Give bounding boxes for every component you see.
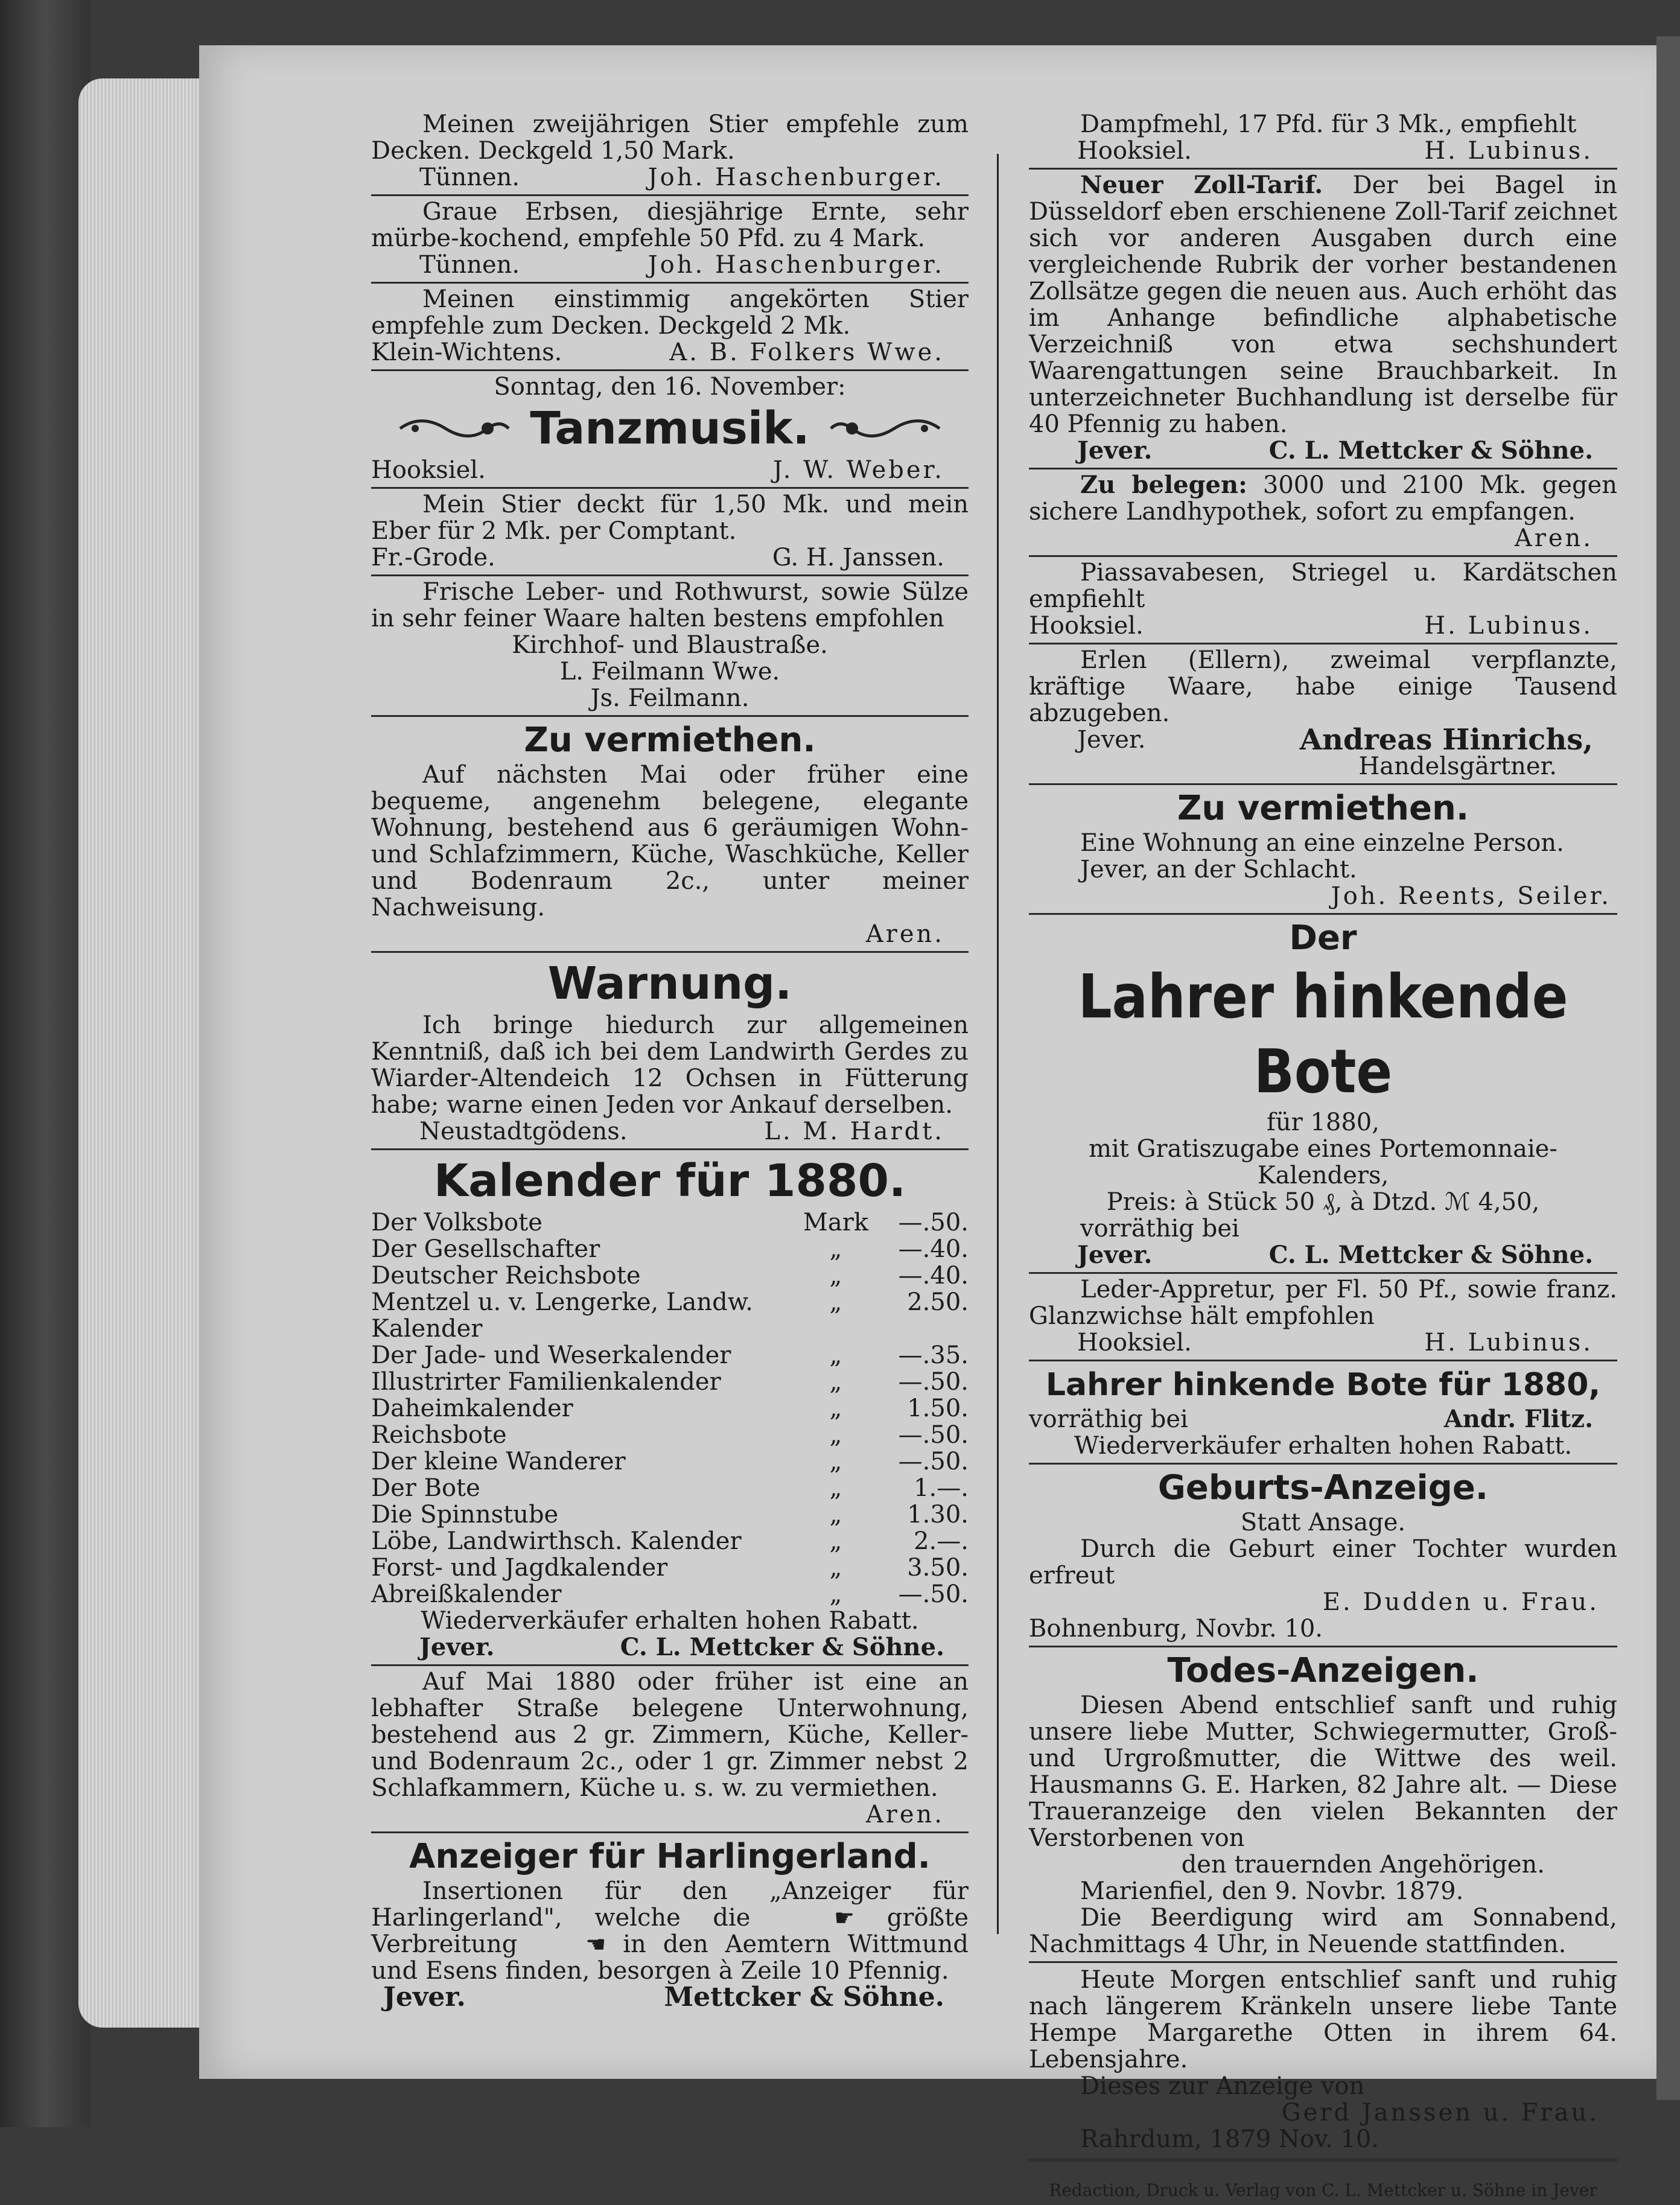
calendar-unit: „	[829, 1341, 842, 1369]
calendar-unit: „	[829, 1288, 842, 1316]
ad-role: Handelsgärtner.	[1358, 752, 1557, 780]
ad-text: 3000 und 2100 Mk. gegen sichere Landhypothek, sofort zu empfangen.	[1029, 471, 1617, 526]
ad-text: Auf nächsten Mai oder früher eine bequeme, angenehm belegene, elegante Wohnung, bestehend aus 6 geräumigen Wohn- und Schlafzimmern, Küche, Waschküche, Keller und Bodenraum 2c., unter meiner Nachweisung.	[371, 761, 969, 921]
ad-text: Frische Leber- und Rothwurst, sowie Sülze in sehr feiner Waare halten bestens empfohlen	[371, 578, 969, 632]
ad-signature: J. W. Weber.	[772, 456, 944, 484]
calendar-unit: „	[829, 1235, 842, 1263]
ad-text: Meinen einstimmig angekörten Stier empfehle zum Decken. Deckgeld 2 Mk.	[371, 285, 969, 340]
left-column	[371, 109, 969, 2055]
ad-eber	[371, 489, 969, 576]
ad-text: Der bei Bagel in Düsseldorf eben erschienene Zoll-Tarif zeichnet sich vor anderen Ausgaben durch eine vergleichende Rubrik der vorher bestandenen Zollsätze gegen die neuen aus. Auch erhöht das im Anhange befindliche alphabetische Verzeichniß von etwa sechshundert Waarengattungen seine Brauchbarkeit. In unterzeichneter Buchhandlung ist derselbe für 40 Pfennig zu haben.	[1029, 171, 1618, 438]
ad-date-1: Marienfiel, den 9. Novbr. 1879.	[1080, 1877, 1464, 1905]
ad-signature: G. H. Janssen.	[772, 544, 944, 571]
ad-sub: Statt Ansage.	[1240, 1509, 1406, 1536]
ad-title: Lahrer hinkende Bote	[1078, 961, 1568, 1107]
ad-place: Hooksiel.	[1077, 1329, 1192, 1357]
calendar-row	[371, 1262, 969, 1289]
ad-signature: C. L. Mettcker & Söhne.	[620, 1633, 944, 1661]
calendar-price: —.50.	[898, 1448, 969, 1475]
calendar-unit: „	[829, 1580, 842, 1608]
ad-title: Kalender für 1880.	[433, 1155, 906, 1207]
ad-text-b: größte Verbreitung	[371, 1904, 969, 1958]
ad-title: Warnung.	[547, 958, 792, 1010]
ad-signature: Andr. Flitz.	[1443, 1405, 1593, 1433]
calendar-row	[371, 1554, 969, 1581]
ad-text-2: Die Beerdigung wird am Sonnabend, Nachmittags 4 Uhr, in Neuende stattfinden.	[1029, 1904, 1617, 1958]
ad-place: Bohnenburg, Novbr. 10.	[1029, 1615, 1323, 1643]
calendar-name: Der kleine Wanderer	[371, 1448, 626, 1475]
ad-line-3: vorräthig bei	[1080, 1215, 1239, 1242]
calendar-row	[371, 1581, 969, 1608]
ad-hinkende-bote-2	[1029, 1361, 1617, 1465]
calendar-price: 3.50.	[907, 1554, 969, 1582]
calendar-unit: „	[829, 1262, 842, 1290]
calendar-price: 1.50.	[907, 1395, 969, 1422]
calendar-price: 2.50.	[907, 1288, 969, 1316]
ad-signature: Aren.	[865, 1801, 944, 1828]
calendar-price: —.50.	[898, 1209, 969, 1236]
ad-title: Zu vermiethen.	[1177, 789, 1469, 828]
ad-signature: C. L. Mettcker & Söhne.	[1268, 1241, 1593, 1269]
ad-place: Klein-Wichtens.	[371, 339, 562, 366]
ad-note: Wiederverkäufer erhalten hohen Rabatt.	[1074, 1432, 1573, 1460]
ad-signature-2: Gerd Janssen u. Frau.	[1281, 2099, 1599, 2127]
calendar-row	[371, 1209, 969, 1236]
ad-place: Jever.	[1077, 726, 1146, 754]
calendar-row	[371, 1528, 969, 1554]
calendar-name: Abreißkalender	[371, 1580, 562, 1608]
ad-stier-2	[371, 284, 969, 371]
ad-belegen	[1029, 469, 1617, 557]
ad-title: Anzeiger für Harlingerland.	[409, 1837, 931, 1876]
column-divider	[997, 154, 999, 1934]
ornament-left-icon	[397, 410, 512, 447]
ad-text-3: Heute Morgen entschlief sanft und ruhig nach längerem Kränkeln unsere liebe Tante Hempe Margarethe Otten in ihrem 64. Lebensjahre.	[1029, 1966, 1617, 2073]
ad-anzeiger	[371, 1833, 969, 2014]
ad-place: Jever.	[419, 1633, 495, 1661]
ad-text: Meinen zweijährigen Stier empfehle zum Decken. Deckgeld 1,50 Mark.	[371, 110, 969, 165]
calendar-name: Der Gesellschafter	[371, 1235, 600, 1263]
ad-signature: Andreas Hinrichs,	[1299, 723, 1593, 757]
ad-text: Mein Stier deckt für 1,50 Mk. und mein Eber für 2 Mk. per Comptant.	[371, 491, 969, 545]
ad-place: Tünnen.	[419, 251, 520, 279]
calendar-row	[371, 1475, 969, 1501]
ad-heading-der: Der	[1289, 918, 1357, 958]
ad-hinkende-bote	[1029, 915, 1617, 1274]
ad-signature-1: L. Feilmann Wwe.	[559, 658, 780, 686]
calendar-name: Mentzel u. v. Lengerke, Landw. Kalender	[371, 1288, 753, 1343]
calendar-unit: „	[829, 1554, 842, 1582]
ad-place: Neustadtgödens.	[419, 1118, 628, 1145]
ad-piassava	[1029, 557, 1617, 644]
calendar-name: Deutscher Reichsbote	[371, 1262, 641, 1290]
ad-place: Hooksiel.	[1077, 137, 1192, 165]
ad-text: Durch die Geburt einer Tochter wurden erfreut	[1029, 1535, 1617, 1589]
ad-signature-1: den trauernden Angehörigen.	[1181, 1851, 1545, 1879]
calendar-price: —.35.	[898, 1341, 969, 1369]
facing-page-edge	[1656, 36, 1680, 2100]
ad-text: Dampfmehl, 17 Pfd. für 3 Mk., empfiehlt	[1080, 110, 1577, 138]
calendar-row	[371, 1395, 969, 1422]
ad-text: Erlen (Ellern), zweimal verpflanzte, kräftige Waare, habe einige Tausend abzugeben.	[1029, 646, 1617, 727]
ad-unterwohnung	[371, 1666, 969, 1833]
calendar-unit: „	[829, 1527, 842, 1555]
calendar-price: —.50.	[898, 1421, 969, 1449]
ad-signature: H. Lubinus.	[1424, 1329, 1593, 1357]
ad-signature: Joh. Haschenburger.	[648, 164, 944, 191]
ad-stier-1	[371, 109, 969, 196]
ad-todes-anzeigen	[1029, 1647, 1617, 2205]
imprint: Redaction, Druck u. Verlag von C. L. Mettcker u. Söhne in Jever	[1049, 2180, 1597, 2200]
calendar-row	[371, 1501, 969, 1528]
calendar-unit: „	[829, 1395, 842, 1422]
ad-note: Wiederverkäufer erhalten hohen Rabatt.	[421, 1607, 919, 1635]
ornament-right-icon	[828, 410, 943, 447]
calendar-unit: „	[829, 1474, 842, 1502]
ad-dampfmehl	[1029, 109, 1617, 170]
calendar-name: Der Volksbote	[371, 1209, 542, 1236]
ad-signature: A. B. Folkers Wwe.	[669, 339, 944, 366]
ad-text: Graue Erbsen, diesjährige Ernte, sehr mürbe-kochend, empfehle 50 Pfd. zu 4 Mark.	[371, 198, 969, 252]
ad-signature: E. Dudden u. Frau.	[1322, 1588, 1599, 1616]
ad-date-2: Rahrdum, 1879 Nov. 10.	[1080, 2125, 1379, 2153]
ad-lead: Zu belegen:	[1080, 471, 1247, 499]
calendar-price: —.40.	[898, 1235, 969, 1263]
calendar-price: 1.30.	[907, 1501, 969, 1529]
calendar-price: —.40.	[898, 1262, 969, 1290]
calendar-price: —.50.	[898, 1580, 969, 1608]
ad-text: Ich bringe hiedurch zur allgemeinen Kenntniß, daß ich bei dem Landwirth Gerdes zu Wiarder-Altendeich 12 Ochsen in Fütterung habe; warne einen Jeden vor Ankauf derselben.	[371, 1011, 969, 1119]
ad-leder	[1029, 1274, 1617, 1361]
ad-text-a: Insertionen für den „Anzeiger für Harlingerland", welche die	[371, 1877, 969, 1932]
ad-signature: Joh. Haschenburger.	[648, 251, 944, 279]
calendar-name: Löbe, Landwirthsch. Kalender	[371, 1527, 742, 1555]
ad-title: Todes-Anzeigen.	[1167, 1651, 1479, 1690]
ad-line-1: vorräthig bei	[1029, 1405, 1188, 1433]
calendar-row	[371, 1342, 969, 1369]
pointing-hand-icon: ☛	[834, 1904, 855, 1931]
ad-text: Leder-Appretur, per Fl. 50 Pf., sowie franz. Glanzwichse hält empfohlen	[1029, 1276, 1617, 1330]
ad-text-c: in den Aemtern Wittmund und Esens finden, besorgen à Zeile 10 Pfennig.	[371, 1930, 969, 1985]
calendar-name: Illustrirter Familienkalender	[371, 1368, 721, 1396]
pointing-hand-left-icon: ☚	[585, 1931, 606, 1958]
ad-place: Jever.	[383, 1982, 466, 2012]
ad-text: Piassavabesen, Striegel u. Kardätschen empfiehlt	[1029, 559, 1617, 613]
calendar-unit: „	[829, 1421, 842, 1449]
ad-tanzmusik	[371, 371, 969, 489]
right-column	[1029, 109, 1618, 2200]
ad-signature: Aren.	[865, 920, 944, 948]
ad-text-1: Diesen Abend entschlief sanft und ruhig unsere liebe Mutter, Schwiegermutter, Groß- und Urgroßmutter, die Wittwe des weil. Hausmanns G. E. Harken, 82 Jahre alt. — Diese Traueranzeige den vielen Bekannten der Verstorbenen von	[1029, 1691, 1617, 1852]
ad-signature: Mettcker & Söhne.	[664, 1982, 944, 2012]
calendar-price: 1.—.	[914, 1474, 969, 1502]
calendar-row	[371, 1236, 969, 1262]
ad-signature: Joh. Reents, Seiler.	[1331, 882, 1611, 910]
calendar-unit: „	[829, 1448, 842, 1475]
calendar-name: Der Jade- und Weserkalender	[371, 1341, 731, 1369]
calendar-name: Daheimkalender	[371, 1395, 573, 1422]
calendar-name: Der Bote	[371, 1474, 480, 1502]
ad-line-4: Dieses zur Anzeige von	[1080, 2072, 1365, 2100]
ad-price: Preis: à Stück 50 ₰, à Dtzd. ℳ 4,50,	[1106, 1188, 1540, 1216]
calendar-row	[371, 1369, 969, 1395]
ad-signature: H. Lubinus.	[1424, 137, 1593, 165]
ad-erlen	[1029, 644, 1617, 785]
ad-title: Geburts-Anzeige.	[1157, 1468, 1489, 1507]
ad-text: Auf Mai 1880 oder früher ist eine an lebhafter Straße belegene Unterwohnung, bestehend aus 2 gr. Zimmern, Küche, Keller- und Bodenraum 2c., oder 1 gr. Zimmer nebst 2 Schlafkammern, Küche u. s. w. zu vermiethen.	[371, 1668, 969, 1802]
ad-text	[371, 1878, 969, 1984]
ad-place: Jever.	[1077, 436, 1153, 465]
ad-place: Hooksiel.	[371, 456, 486, 484]
calendar-unit: „	[829, 1368, 842, 1396]
ad-place: Fr.-Grode.	[371, 544, 495, 571]
ad-zoll-tarif	[1029, 170, 1617, 469]
ad-address: Kirchhof- und Blaustraße.	[512, 631, 828, 659]
calendar-name: Forst- und Jagdkalender	[371, 1554, 668, 1582]
calendar-row	[371, 1289, 969, 1342]
ad-place: Tünnen.	[419, 164, 520, 191]
ad-title: Lahrer hinkende Bote für 1880,	[1045, 1367, 1601, 1403]
ad-erbsen	[371, 196, 969, 284]
ad-wurst	[371, 576, 969, 717]
ad-line-1: Eine Wohnung an eine einzelne Person.	[1080, 829, 1564, 857]
ad-date: Sonntag, den 16. November:	[494, 373, 846, 401]
ad-year: für 1880,	[1267, 1109, 1379, 1136]
ad-signature-2: Js. Feilmann.	[590, 684, 749, 712]
calendar-name: Die Spinnstube	[371, 1501, 559, 1529]
ad-line-2: Jever, an der Schlacht.	[1080, 856, 1357, 883]
ad-title: Zu vermiethen.	[524, 721, 816, 760]
calendar-row	[371, 1422, 969, 1448]
ad-lead: Neuer Zoll-Tarif.	[1080, 171, 1323, 199]
calendar-list	[371, 1209, 969, 1608]
ad-vermiethen-2	[1029, 785, 1617, 915]
ad-signature: L. M. Hardt.	[764, 1118, 944, 1145]
calendar-price: 2.—.	[914, 1527, 969, 1555]
calendar-unit: „	[829, 1501, 842, 1529]
ad-kalender	[371, 1150, 969, 1666]
calendar-unit: Mark	[803, 1209, 869, 1236]
ad-geburt	[1029, 1465, 1617, 1647]
ad-line-1: mit Gratiszugabe eines Portemonnaie-Kalenders,	[1089, 1135, 1558, 1189]
ad-warnung	[371, 953, 969, 1150]
ad-vermiethen-1	[371, 717, 969, 953]
ad-signature: Aren.	[1514, 524, 1593, 552]
calendar-row	[371, 1448, 969, 1475]
calendar-name: Reichsbote	[371, 1421, 507, 1449]
ad-place: Hooksiel.	[1029, 612, 1144, 640]
ad-signature: C. L. Mettcker & Söhne.	[1268, 436, 1593, 465]
ad-signature: H. Lubinus.	[1424, 612, 1593, 640]
calendar-price: —.50.	[898, 1368, 969, 1396]
ad-title: Tanzmusik.	[530, 402, 810, 454]
ad-place: Jever.	[1077, 1241, 1153, 1269]
book-spine	[0, 0, 91, 2127]
